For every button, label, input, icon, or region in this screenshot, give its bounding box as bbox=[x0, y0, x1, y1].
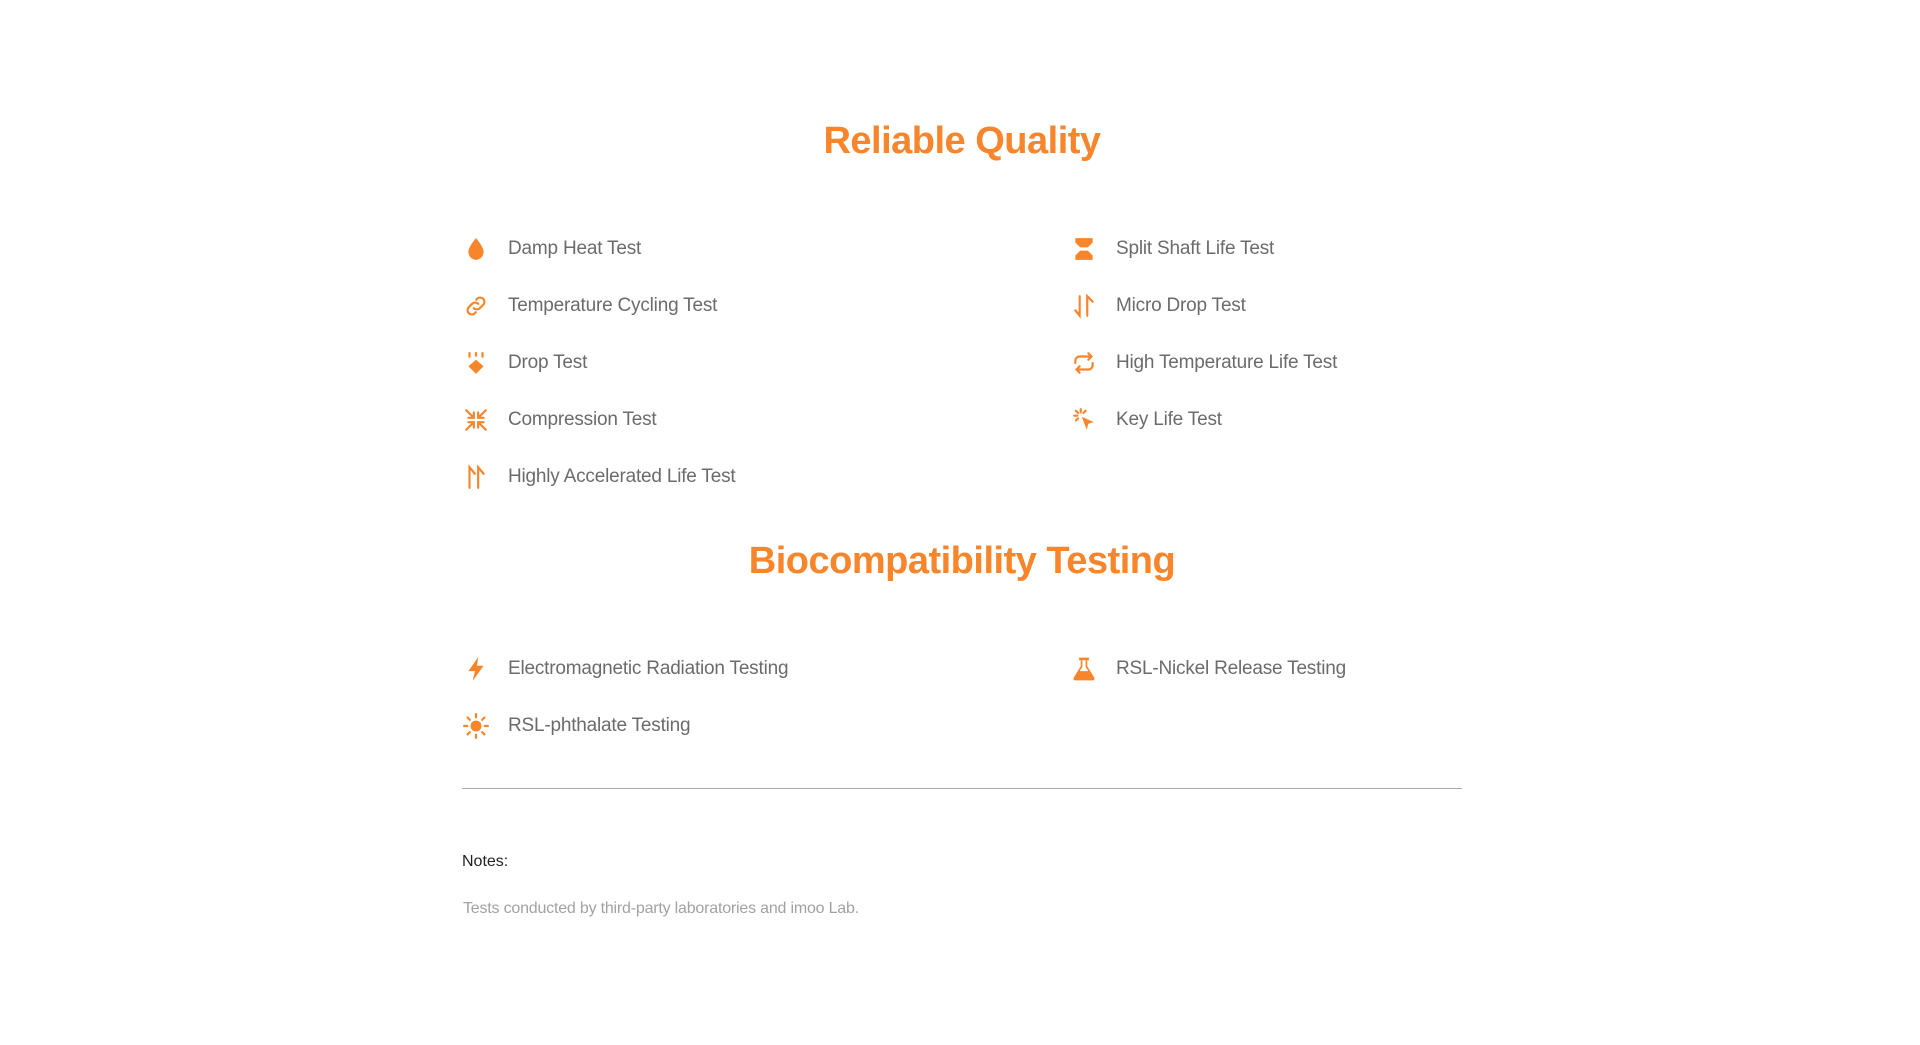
item-label: Compression Test bbox=[508, 408, 657, 430]
sun-icon bbox=[462, 712, 490, 740]
list-item bbox=[1070, 640, 1570, 697]
item-label: Temperature Cycling Test bbox=[508, 294, 718, 316]
notes-title: Notes: bbox=[462, 853, 509, 870]
list-item bbox=[1070, 391, 1570, 448]
item-label: Drop Test bbox=[508, 351, 588, 373]
list-item bbox=[462, 277, 962, 334]
item-label: Highly Accelerated Life Test bbox=[508, 465, 736, 487]
up-down-arrows-icon bbox=[1070, 292, 1098, 320]
list-item bbox=[462, 697, 962, 754]
reliable-quality-left-column bbox=[462, 220, 962, 505]
droplet-icon bbox=[462, 235, 490, 263]
list-item bbox=[1070, 334, 1570, 391]
list-item bbox=[1070, 220, 1570, 277]
biocompatibility-right-column bbox=[1070, 640, 1570, 697]
list-item bbox=[462, 640, 962, 697]
item-label: Electromagnetic Radiation Testing bbox=[508, 657, 789, 679]
section-title-reliable-quality: Reliable Quality bbox=[823, 120, 1101, 162]
section-title-biocompatibility: Biocompatibility Testing bbox=[748, 540, 1176, 582]
arrows-up-icon bbox=[462, 463, 490, 491]
list-item bbox=[462, 220, 962, 277]
item-label: Micro Drop Test bbox=[1116, 294, 1246, 316]
repeat-icon bbox=[1070, 349, 1098, 377]
flask-icon bbox=[1070, 655, 1098, 683]
biocompatibility-left-column bbox=[462, 640, 962, 754]
divider bbox=[462, 788, 1462, 789]
list-item bbox=[462, 334, 962, 391]
drop-impact-icon bbox=[462, 349, 490, 377]
link-icon bbox=[462, 292, 490, 320]
item-label: RSL-Nickel Release Testing bbox=[1116, 657, 1346, 679]
list-item bbox=[462, 391, 962, 448]
list-item bbox=[1070, 277, 1570, 334]
reliable-quality-right-column bbox=[1070, 220, 1570, 448]
item-label: High Temperature Life Test bbox=[1116, 351, 1338, 373]
item-label: Damp Heat Test bbox=[508, 237, 642, 259]
hourglass-icon bbox=[1070, 235, 1098, 263]
compress-icon bbox=[462, 406, 490, 434]
item-label: Split Shaft Life Test bbox=[1116, 237, 1275, 259]
lightning-icon bbox=[462, 655, 490, 683]
item-label: RSL-phthalate Testing bbox=[508, 714, 691, 736]
list-item bbox=[462, 448, 962, 505]
notes-text: Tests conducted by third-party laboratories and imoo Lab. bbox=[463, 900, 859, 917]
item-label: Key Life Test bbox=[1116, 408, 1222, 430]
click-icon bbox=[1070, 406, 1098, 434]
